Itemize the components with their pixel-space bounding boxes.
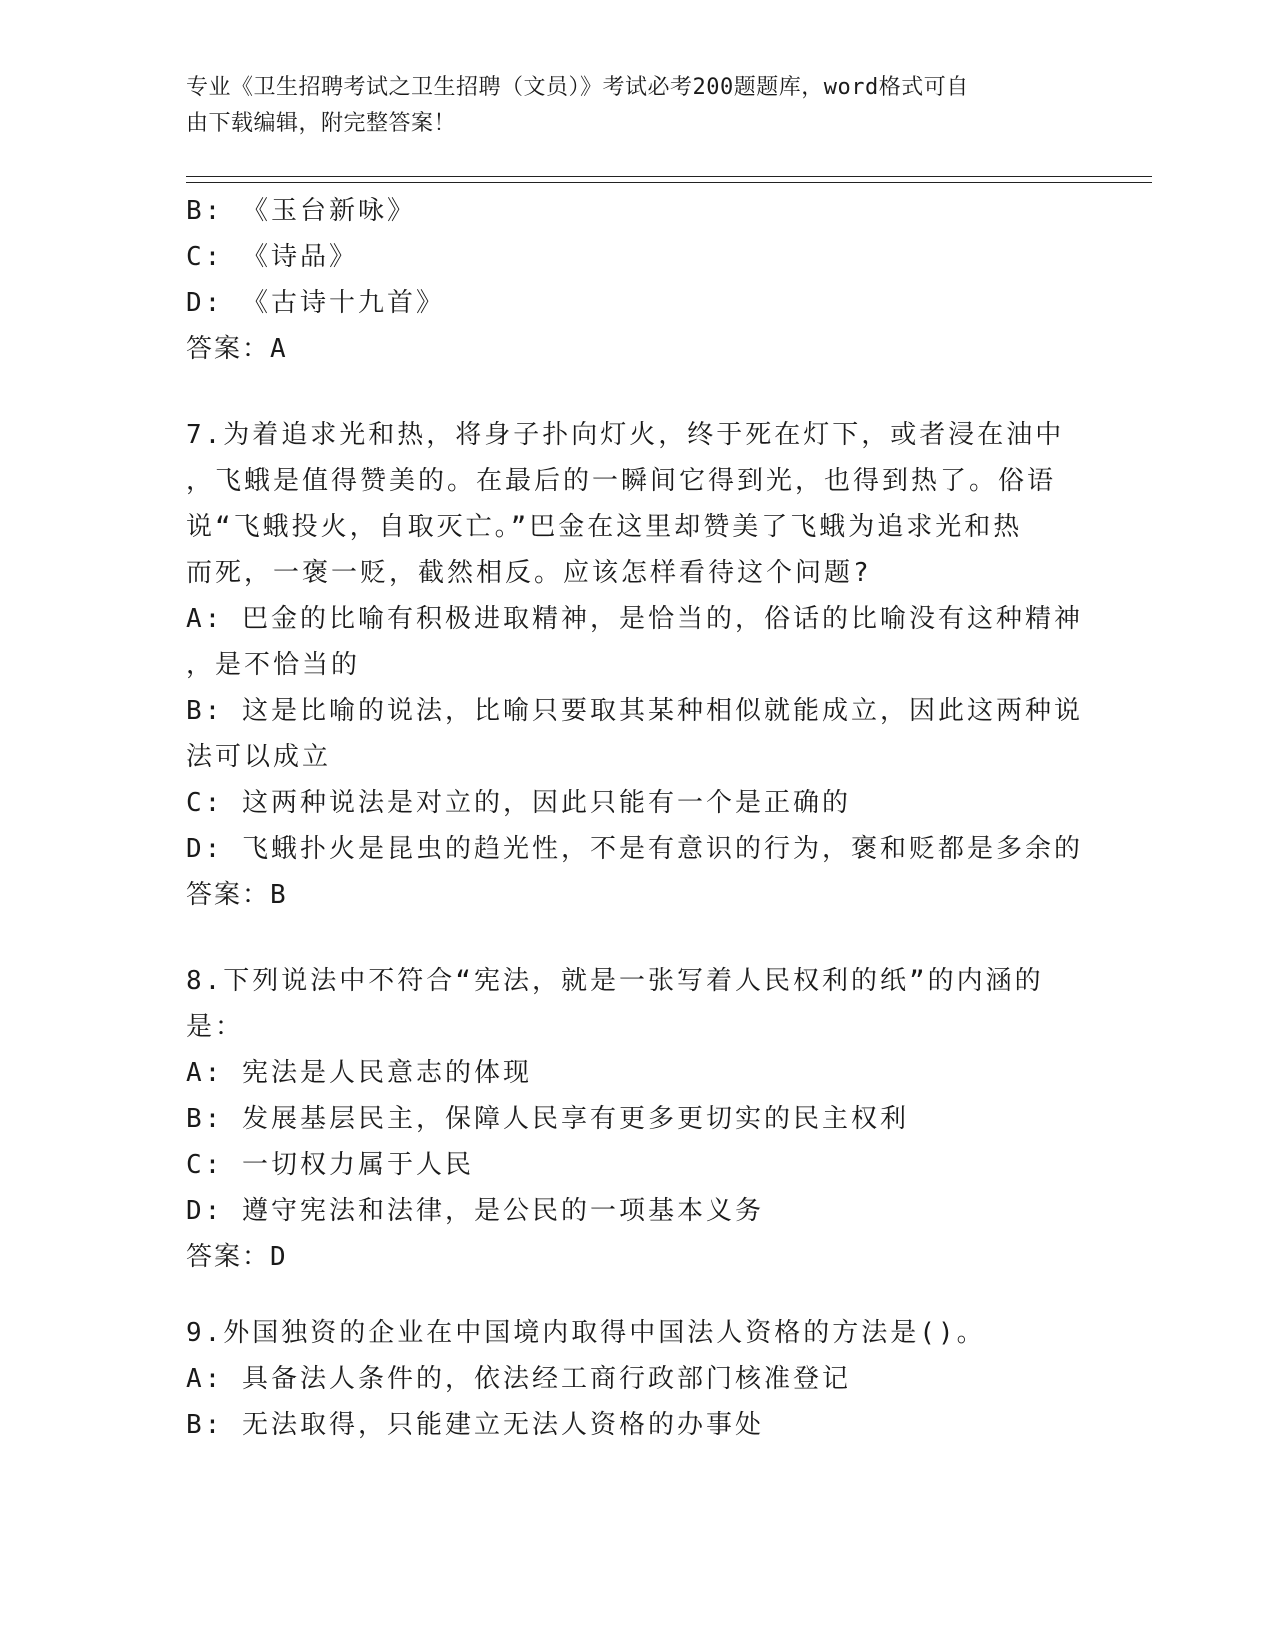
question-7 <box>186 412 1086 918</box>
option-c: C: 这两种说法是对立的，因此只能有一个是正确的 <box>186 788 851 818</box>
answer-value: D <box>270 1242 288 1272</box>
option-a: A: 巴金的比喻有积极进取精神，是恰当的，俗话的比喻没有这种精神 <box>186 604 1083 634</box>
option-d: D: 遵守宪法和法律，是公民的一项基本义务 <box>186 1196 764 1226</box>
option-b: B: 无法取得，只能建立无法人资格的办事处 <box>186 1410 764 1440</box>
answer-value: B <box>270 880 288 910</box>
option-a: A: 宪法是人民意志的体现 <box>186 1058 532 1088</box>
option-c: C: 《诗品》 <box>186 242 358 272</box>
question-9 <box>186 1310 1086 1448</box>
answer-line <box>186 1234 1086 1280</box>
question-stem-line: 说“飞蛾投火，自取灭亡。”巴金在这里却赞美了飞蛾为追求光和热 <box>186 512 1023 542</box>
answer-line <box>186 326 1086 372</box>
document-body <box>186 188 1086 1448</box>
document-header <box>186 70 1086 142</box>
option-b: B: 这是比喻的说法，比喻只要取其某种相似就能成立，因此这两种说 <box>186 696 1083 726</box>
question-stem-line: 8.下列说法中不符合“宪法，就是一张写着人民权利的纸”的内涵的 <box>186 966 1044 996</box>
option-c: C: 一切权力属于人民 <box>186 1150 474 1180</box>
option-b: B: 《玉台新咏》 <box>186 196 416 226</box>
option-a: A: 具备法人条件的，依法经工商行政部门核准登记 <box>186 1364 851 1394</box>
question-8 <box>186 958 1086 1280</box>
question-stem-line: ，飞蛾是值得赞美的。在最后的一瞬间它得到光，也得到热了。俗语 <box>186 466 1057 496</box>
question-6-tail <box>186 188 1086 372</box>
answer-value: A <box>270 334 288 364</box>
question-stem-line: 7.为着追求光和热，将身子扑向灯火，终于死在灯下，或者浸在油中 <box>186 420 1065 450</box>
answer-line <box>186 872 1086 918</box>
header-line-2: 由下载编辑，附完整答案！ <box>186 111 457 136</box>
answer-label: 答案： <box>186 334 271 364</box>
option-b: B: 发展基层民主，保障人民享有更多更切实的民主权利 <box>186 1104 909 1134</box>
header-line-1: 专业《卫生招聘考试之卫生招聘（文员）》考试必考200题题库，word格式可自 <box>186 75 969 100</box>
header-divider-top <box>186 176 1152 177</box>
header-divider-bottom <box>186 182 1152 183</box>
answer-label: 答案： <box>186 1242 271 1272</box>
option-d: D: 《古诗十九首》 <box>186 288 445 318</box>
option-d: D: 飞蛾扑火是昆虫的趋光性，不是有意识的行为，褒和贬都是多余的 <box>186 834 1083 864</box>
answer-label: 答案： <box>186 880 271 910</box>
question-stem-line: 9.外国独资的企业在中国境内取得中国法人资格的方法是()。 <box>186 1318 986 1348</box>
question-stem-line: 是： <box>186 1012 245 1042</box>
option-a-cont: ，是不恰当的 <box>186 650 361 680</box>
option-b-cont: 法可以成立 <box>186 742 332 772</box>
question-stem-line: 而死，一褒一贬，截然相反。应该怎样看待这个问题? <box>186 558 872 588</box>
